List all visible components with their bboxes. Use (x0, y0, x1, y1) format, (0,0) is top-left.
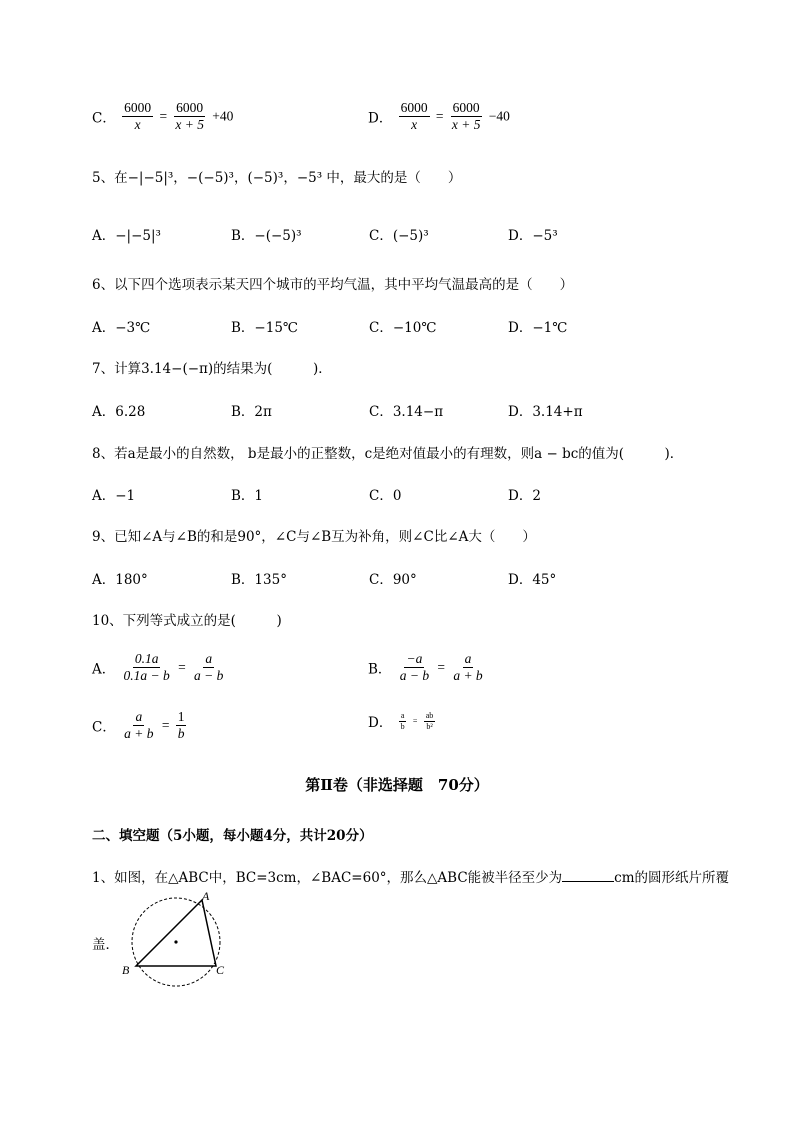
fraction: $\frac{a}{b}$ (400, 711, 405, 731)
fraction: $\frac{6000}{x}$ (400, 100, 428, 133)
q5-option-b: B．−(−5)³ (231, 228, 302, 244)
option-label: C． (92, 110, 116, 127)
option-label: D． (368, 110, 393, 127)
q10-option-a: A． $\frac{0.1a}{0.1a - b}$ = $\frac{a}{a - b}$ (92, 651, 224, 684)
vertex-label-c: C (216, 963, 225, 977)
q9-option-d: D．45° (508, 572, 557, 588)
q9-option-c: C．90° (369, 572, 417, 588)
q5-option-d: D．−5³ (508, 228, 558, 244)
fill-question-1-stem: 1、如图，在△ABC中，BC=3cm，∠BAC=60°，那么△ABC能被半径至少为 cm的圆形纸片所覆 (92, 870, 730, 886)
q9-option-b: B．135° (231, 572, 287, 588)
fraction: $\frac{-a}{a - b}$ (399, 651, 430, 684)
q7-option-a: A．6.28 (92, 404, 146, 420)
section-title: 第Ⅱ卷（非选择题 70分） (305, 776, 489, 794)
q8-option-a: A．−1 (92, 488, 136, 504)
part-heading: 二、填空题（5小题，每小题4分，共计20分） (92, 828, 373, 844)
question-10-stem: 10、下列等式成立的是( ) (92, 613, 282, 629)
q7-option-c: C．3.14−π (369, 404, 444, 420)
fraction: $\frac{0.1a}{0.1a - b}$ (123, 651, 170, 684)
q10-option-d: D． $\frac{a}{b}$ = $\frac{ab}{\text{b²}}$ (368, 711, 434, 732)
center-point (174, 940, 177, 943)
fraction: $\frac{6000}{x + 5}$ (451, 100, 481, 133)
q5-option-c: C．(−5)³ (369, 228, 429, 244)
question-6-stem: 6、以下四个选项表示某天四个城市的平均气温，其中平均气温最高的是（ ） (92, 277, 574, 293)
triangle-abc (136, 900, 216, 966)
q6-option-c: C．−10℃ (369, 320, 437, 336)
answer-blank (562, 869, 614, 882)
question-5-stem: 5、在−|−5|³，−(−5)³，(−5)³，−5³ 中，最大的是（ ） (92, 170, 462, 186)
q8-option-d: D．2 (508, 488, 541, 504)
q4-option-c: C． $\frac{6000}{x}$ = $\frac{6000}{x + 5}$ +40 (92, 100, 234, 133)
q9-option-a: A．180° (92, 572, 148, 588)
q10-option-b: B． $\frac{-a}{a - b}$ = $\frac{a}{a + b}$ (368, 651, 483, 684)
q8-option-c: C．0 (369, 488, 402, 504)
question-8-stem: 8、若a是最小的自然数， b是最小的正整数，c是绝对值最小的有理数，则a − bc的值为( )． (92, 446, 684, 462)
q7-option-d: D．3.14+π (508, 404, 583, 420)
q4-option-d: D． $\frac{6000}{x}$ = $\frac{6000}{x + 5}$ −40 (368, 100, 510, 133)
vertex-label-b: B (122, 963, 130, 977)
fraction: $\frac{6000}{x + 5}$ (175, 100, 204, 133)
q6-option-a: A．−3℃ (92, 320, 151, 336)
fraction: $\frac{a}{a - b}$ (194, 651, 224, 684)
question-9-stem: 9、已知∠A与∠B的和是90°，∠C与∠B互为补角，则∠C比∠A大（ ） (92, 529, 536, 545)
q6-option-b: B．−15℃ (231, 320, 299, 336)
fraction: $\frac{a}{a + b}$ (453, 651, 483, 684)
question-7-stem: 7、计算3.14−(−π)的结果为( )． (92, 361, 332, 377)
fraction: $\frac{6000}{x}$ (124, 100, 152, 133)
fraction: $\frac{a}{a + b}$ (124, 709, 154, 742)
fraction: $\frac{ab}{\text{b²}}$ (425, 711, 434, 731)
q7-option-b: B．2π (231, 404, 272, 420)
vertex-label-a: A (202, 889, 210, 903)
q8-option-b: B．1 (231, 488, 264, 504)
q5-option-a: A．−|−5|³ (92, 228, 161, 244)
triangle-circle-figure (118, 888, 253, 993)
fraction: $\frac{1}{b}$ (177, 709, 185, 742)
q6-option-d: D．−1℃ (508, 320, 568, 336)
fill-question-1-line2: 盖． (92, 937, 119, 953)
q10-option-c: C． $\frac{a}{a + b}$ = $\frac{1}{b}$ (92, 709, 185, 742)
